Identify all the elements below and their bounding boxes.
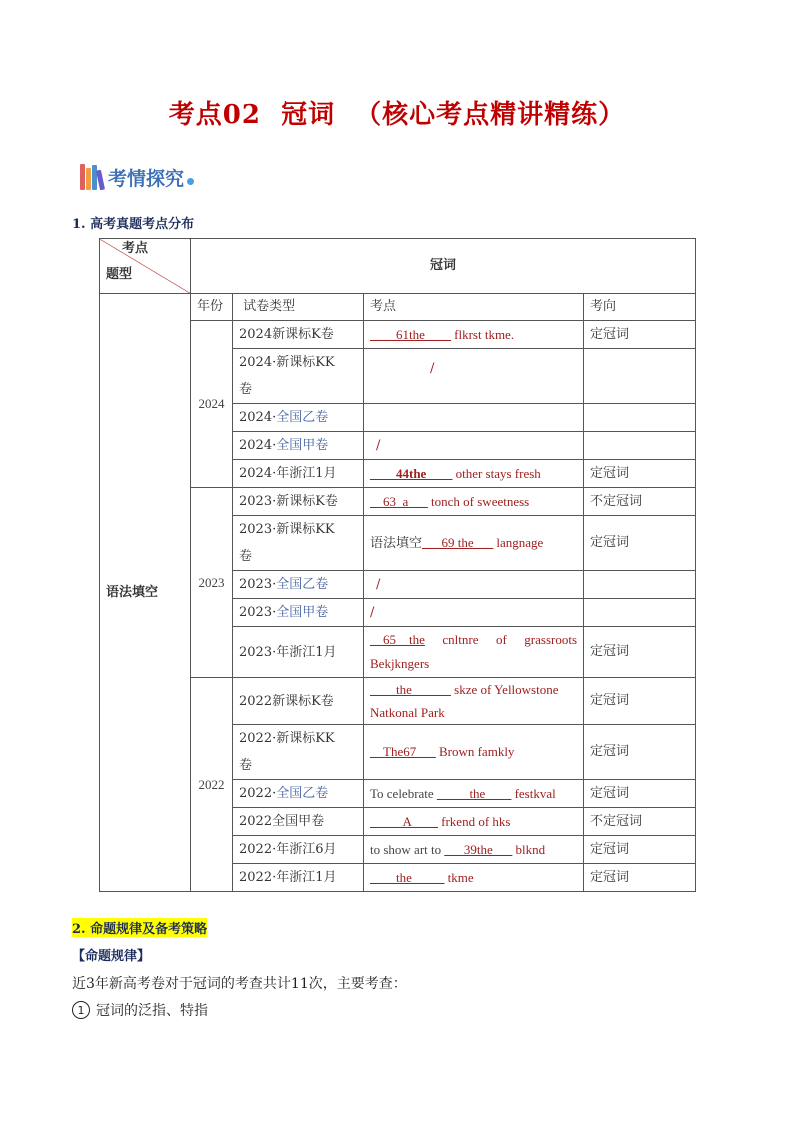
books-icon [80, 164, 104, 190]
paper-cell: 2023·全国乙卷 [233, 571, 364, 599]
subheading-rules: 【命题规律】 [72, 949, 151, 964]
col-header-paper: 试卷类型 [233, 294, 364, 321]
direction-cell: 定冠词 [584, 627, 696, 678]
paper-cell: 2022新课标K卷 [233, 678, 364, 725]
corner-top-label: 考点 [121, 241, 148, 256]
table-corner-cell [100, 239, 191, 294]
point-cell: to show art to ___39the___ blknd [364, 836, 584, 864]
direction-cell [584, 571, 696, 599]
paper-cell: 2024·全国甲卷 [233, 432, 364, 460]
year-cell-2022: 2022 [191, 678, 233, 892]
paper-cell: 2023·新课标K卷 [233, 488, 364, 516]
paper-cell: 2024·新课标KK 卷 [233, 349, 364, 404]
banner-title: 考情探究 [108, 167, 185, 190]
direction-cell [584, 349, 696, 404]
direction-cell: 定冠词 [584, 516, 696, 571]
section-heading-1: 1. 高考真题考点分布 [72, 217, 195, 232]
banner-dot [187, 178, 194, 185]
paper-cell: 2024·年浙江1月 [233, 460, 364, 488]
paper-cell: 2024·全国乙卷 [233, 404, 364, 432]
paper-cell: 2022·全国乙卷 [233, 780, 364, 808]
point-cell: __63_a___ tonch of sweetness [364, 488, 584, 516]
point-cell: ____the______ skze of Yellowstone Natkonal Park [364, 678, 584, 725]
paper-cell: 2022·年浙江1月 [233, 864, 364, 892]
direction-cell [584, 599, 696, 627]
corner-bottom-label: 题型 [106, 267, 133, 282]
list-item [72, 1000, 208, 1020]
direction-cell: 定冠词 [584, 460, 696, 488]
direction-cell: 不定冠词 [584, 808, 696, 836]
direction-cell: 定冠词 [584, 864, 696, 892]
col-header-year: 年份 [191, 294, 233, 321]
col-header-point: 考点 [364, 294, 584, 321]
exam-distribution-table [99, 238, 696, 892]
point-cell: / [364, 571, 584, 599]
paper-cell: 2024新课标K卷 [233, 321, 364, 349]
direction-cell: 不定冠词 [584, 488, 696, 516]
paper-cell: 2023·全国甲卷 [233, 599, 364, 627]
point-cell: ____61the____ flkrst tkme. [364, 321, 584, 349]
year-cell-2023: 2023 [191, 488, 233, 678]
direction-cell: 定冠词 [584, 678, 696, 725]
direction-cell: 定冠词 [584, 725, 696, 780]
list-item-text: 冠词的泛指、特指 [96, 1003, 208, 1019]
circled-number: 1 [72, 1001, 90, 1019]
paper-cell: 2023·年浙江1月 [233, 627, 364, 678]
direction-cell: 定冠词 [584, 780, 696, 808]
table-header-topic: 冠词 [191, 239, 696, 294]
point-cell: ____44the____ other stays fresh [364, 460, 584, 488]
page-title: 考点02 冠词 （核心考点精讲精练） [168, 100, 626, 130]
direction-cell: 定冠词 [584, 836, 696, 864]
point-cell: / [364, 349, 584, 404]
point-cell: / [364, 599, 584, 627]
point-cell: / [364, 432, 584, 460]
point-cell: _____A____ frkend of hks [364, 808, 584, 836]
year-cell-2024: 2024 [191, 321, 233, 488]
paper-cell: 2023·新课标KK 卷 [233, 516, 364, 571]
point-cell [364, 404, 584, 432]
section-banner [80, 162, 194, 192]
direction-cell [584, 404, 696, 432]
paper-cell: 2022·年浙江6月 [233, 836, 364, 864]
direction-cell: 定冠词 [584, 321, 696, 349]
point-cell: __The67___ Brown famkly [364, 725, 584, 780]
paper-cell: 2022·新课标KK 卷 [233, 725, 364, 780]
point-cell: 语法填空___69 the___ langnage [364, 516, 584, 571]
point-cell: ____the_____ tkme [364, 864, 584, 892]
point-cell: To celebrate _____the____ festkval [364, 780, 584, 808]
point-cell: __65__the cnltnre of grassroots Bekjkngers [364, 627, 584, 678]
section-heading-2: 2. 命题规律及备考策略 [72, 918, 207, 937]
col-header-direction: 考向 [584, 294, 696, 321]
paragraph-summary: 近3年新高考卷对于冠词的考查共计11次，主要考查： [72, 976, 407, 992]
direction-cell [584, 432, 696, 460]
category-cell: 语法填空 [100, 294, 191, 892]
paper-cell: 2022全国甲卷 [233, 808, 364, 836]
